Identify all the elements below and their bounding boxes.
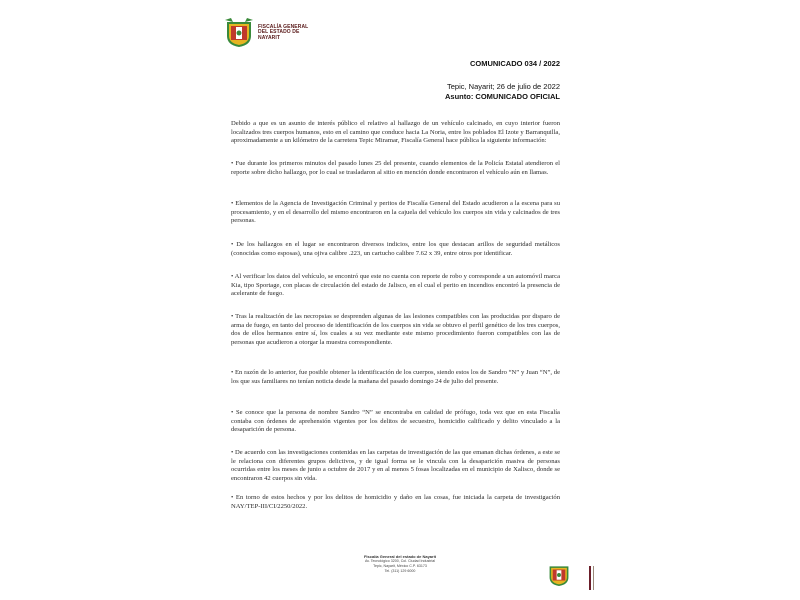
- fiscalia-emblem-icon: [225, 18, 253, 48]
- asunto-line: Asunto: COMUNICADO OFICIAL: [445, 92, 560, 101]
- footer-emblem-icon: [548, 563, 570, 587]
- footer-decorative-bars: [589, 566, 596, 595]
- bullet-paragraph: • Tras la realización de las necropsias se desprenden algunas de las lesiones compatibles con las producidas por disparo de arma de fuego, en tanto del proceso de identificación de los cuerpos sin vida se obtuvo el perfil genético de los tres cuerpos, dos de ellos hermanos entre sí, los cuales a su vez mediante este mismo procedimiento fueron compatibles con las de personas que acudieron a otorgar la muestra correspondiente.: [231, 313, 560, 346]
- logo-text-line-1: FISCALÍA GENERAL: [258, 23, 309, 30]
- bullet-paragraph: • Fue durante los primeros minutos del pasado lunes 25 del presente, cuando elementos de la Policía Estatal atendieron el reporte sobre dicho hallazgo, por lo cual se trasladaron al sitio en mención donde encontraron el vehículo aún en llamas.: [231, 160, 560, 176]
- bullet-paragraph: • De los hallazgos en el lugar se encontraron diversos indicios, entre los que destacan arillos de seguridad metálicos (conocidas como esposas), una ojiva calibre .223, un cartucho calibre 7.62 x 39, entre otros por identificar.: [231, 241, 560, 257]
- bullet-paragraph: • Al verificar los datos del vehículo, se encontró que este no cuenta con reporte de robo y corresponde a un automóvil marca Kia, tipo Sportage, con placas de circulación del estado de Jalisco, en el cual el perito en incendios encontró la presencia de acelerante de fuego.: [231, 273, 560, 298]
- logo-text: [258, 25, 308, 42]
- footer-address-line-2: Tepic, Nayarit, México C.P. 63173: [373, 564, 427, 568]
- intro-paragraph: Debido a que es un asunto de interés público el relativo al hallazgo de un vehículo calcinado, en cuyo interior fueron localizados tres cuerpos humanos, esto en el camino que conduce hacia La Noria, entre los poblados El Izote y Barranquilla, aproximadamente a un kilómetro de la carretera Tepic Miramar, Fiscalía General hace pública la siguiente información:: [231, 120, 560, 145]
- footer-org: Fiscalía General del estado de Nayarit: [363, 554, 437, 559]
- footer-address-line-1: Av. Tecnológico 3200, Col. Ciudad Industrial: [364, 559, 436, 563]
- bullet-paragraph: • En torno de estos hechos y por los delitos de homicidio y daño en las cosas, fue iniciada la carpeta de investigación NAY/TEP-III/CI/2250/2022.: [231, 494, 560, 510]
- comunicado-number: COMUNICADO 034 / 2022: [469, 59, 560, 68]
- bullet-paragraph: • En razón de lo anterior, fue posible obtener la identificación de los cuerpos, siendo estos los de Sandro “N” y Juan “N”, de los que sus familiares no tenían noticia desde la mañana del pasado domingo 24 de julio del presente.: [231, 369, 560, 385]
- bullet-paragraph: • Se conoce que la persona de nombre Sandro “N” se encontraba en calidad de prófugo, toda vez que en esta Fiscalía contaba con órdenes de aprehensión vigentes por los delitos de secuestro, homicidio calificado y delito vinculado a la desaparición de persona.: [231, 409, 560, 434]
- footer-address: [320, 554, 480, 574]
- fiscalia-logo: [225, 18, 308, 48]
- bullet-paragraph: • De acuerdo con las investigaciones contenidas en las carpetas de investigación de las que emanan dichas órdenes, a este se le relaciona con diferentes grupos delictivos, y de igual forma se le vincula con la desaparición masiva de personas ocurridas entre los meses de junio a octubre de 2017 y en al menos 5 fosas localizadas en el municipio de Xalisco, donde se encontraron 42 cuerpos sin vida.: [231, 449, 560, 482]
- bullet-paragraph: • Elementos de la Agencia de Investigación Criminal y peritos de Fiscalía General del Estado acudieron a la escena para su procesamiento, y en el desarrollo del mismo encontraron en la cajuela del vehículo los cuerpos sin vida y calcinados de tres personas.: [231, 200, 560, 225]
- logo-text-line-2: DEL ESTADO DE: [258, 29, 300, 36]
- date-line: Tepic, Nayarit; 26 de julio de 2022: [447, 82, 560, 91]
- logo-text-line-3: NAYARIT: [258, 34, 281, 41]
- footer-phone: Tel. (311) 129 6000: [384, 569, 416, 573]
